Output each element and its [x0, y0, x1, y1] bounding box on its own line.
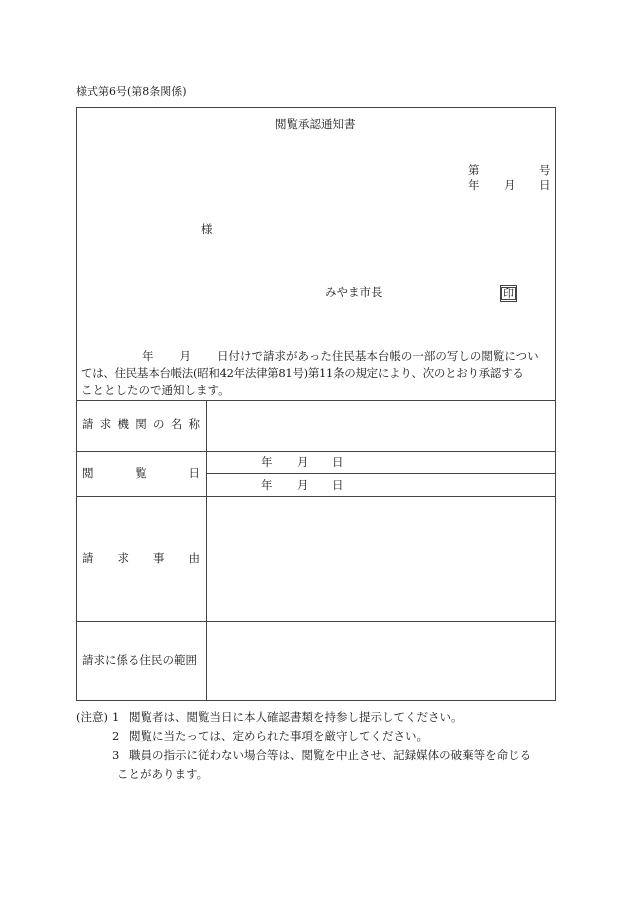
note-1-text: 閲覧者は、閲覧当日に本人確認書類を持参し提示してください。	[129, 710, 463, 724]
row-label-request-reason: 請 求 事 由	[82, 551, 200, 565]
request-reason-field[interactable]	[207, 497, 555, 620]
date-hi: 日	[539, 178, 551, 192]
note-2-text: 閲覧に当たっては、定められた事項を厳守してください。	[129, 729, 428, 743]
row-label-viewing-date: 閲 覧 日	[82, 466, 200, 480]
form-number: 様式第6号(第8条関係)	[76, 85, 187, 98]
table-rule-2	[76, 451, 556, 452]
number-dai: 第	[468, 163, 480, 177]
body-line3: こととしたので通知します。	[81, 383, 230, 397]
body-line2: ては、住民基本台帳法(昭和42年法律第81号)第11条の規定により、次のとおり承認する	[81, 366, 524, 380]
viewing-date-2-nen: 年	[261, 478, 273, 492]
note-3-continuation: ことがあります。	[117, 767, 209, 781]
note-3-text: 職員の指示に従わない場合等は、閲覧を中止させ、記録媒体の破棄等を命じる	[129, 748, 532, 762]
body-line1: 日付けで請求があった住民基本台帳の一部の写しの閲覧につい	[217, 349, 539, 363]
requesting-agency-field[interactable]	[207, 401, 555, 450]
row-label-requesting-agency: 請 求 機 関 の 名 称	[82, 417, 200, 431]
date-tsuki: 月	[504, 178, 516, 192]
row-label-resident-scope: 請求に係る住民の範囲	[82, 653, 197, 667]
date-nen: 年	[468, 178, 480, 192]
number-go: 号	[539, 163, 551, 177]
table-rule-date-split	[206, 473, 556, 474]
body-date-tsuki: 月	[179, 349, 191, 363]
viewing-date-1-tsuki: 月	[297, 455, 309, 469]
document-title: 閲覧承認通知書	[275, 117, 356, 131]
notes-prefix: (注意)	[76, 710, 108, 724]
viewing-date-1-hi: 日	[332, 455, 344, 469]
note-1-number: 1	[112, 710, 120, 724]
note-3-number: 3	[112, 748, 120, 762]
issuer: みやま市長	[325, 285, 383, 299]
note-2-number: 2	[112, 729, 120, 743]
seal-mark: 印	[500, 285, 517, 302]
viewing-date-1-nen: 年	[261, 455, 273, 469]
viewing-date-2-hi: 日	[332, 478, 344, 492]
body-date-nen: 年	[142, 349, 154, 363]
resident-scope-field[interactable]	[207, 622, 555, 700]
body-text	[81, 348, 551, 399]
viewing-date-2-tsuki: 月	[297, 478, 309, 492]
addressee-suffix: 様	[201, 222, 213, 236]
